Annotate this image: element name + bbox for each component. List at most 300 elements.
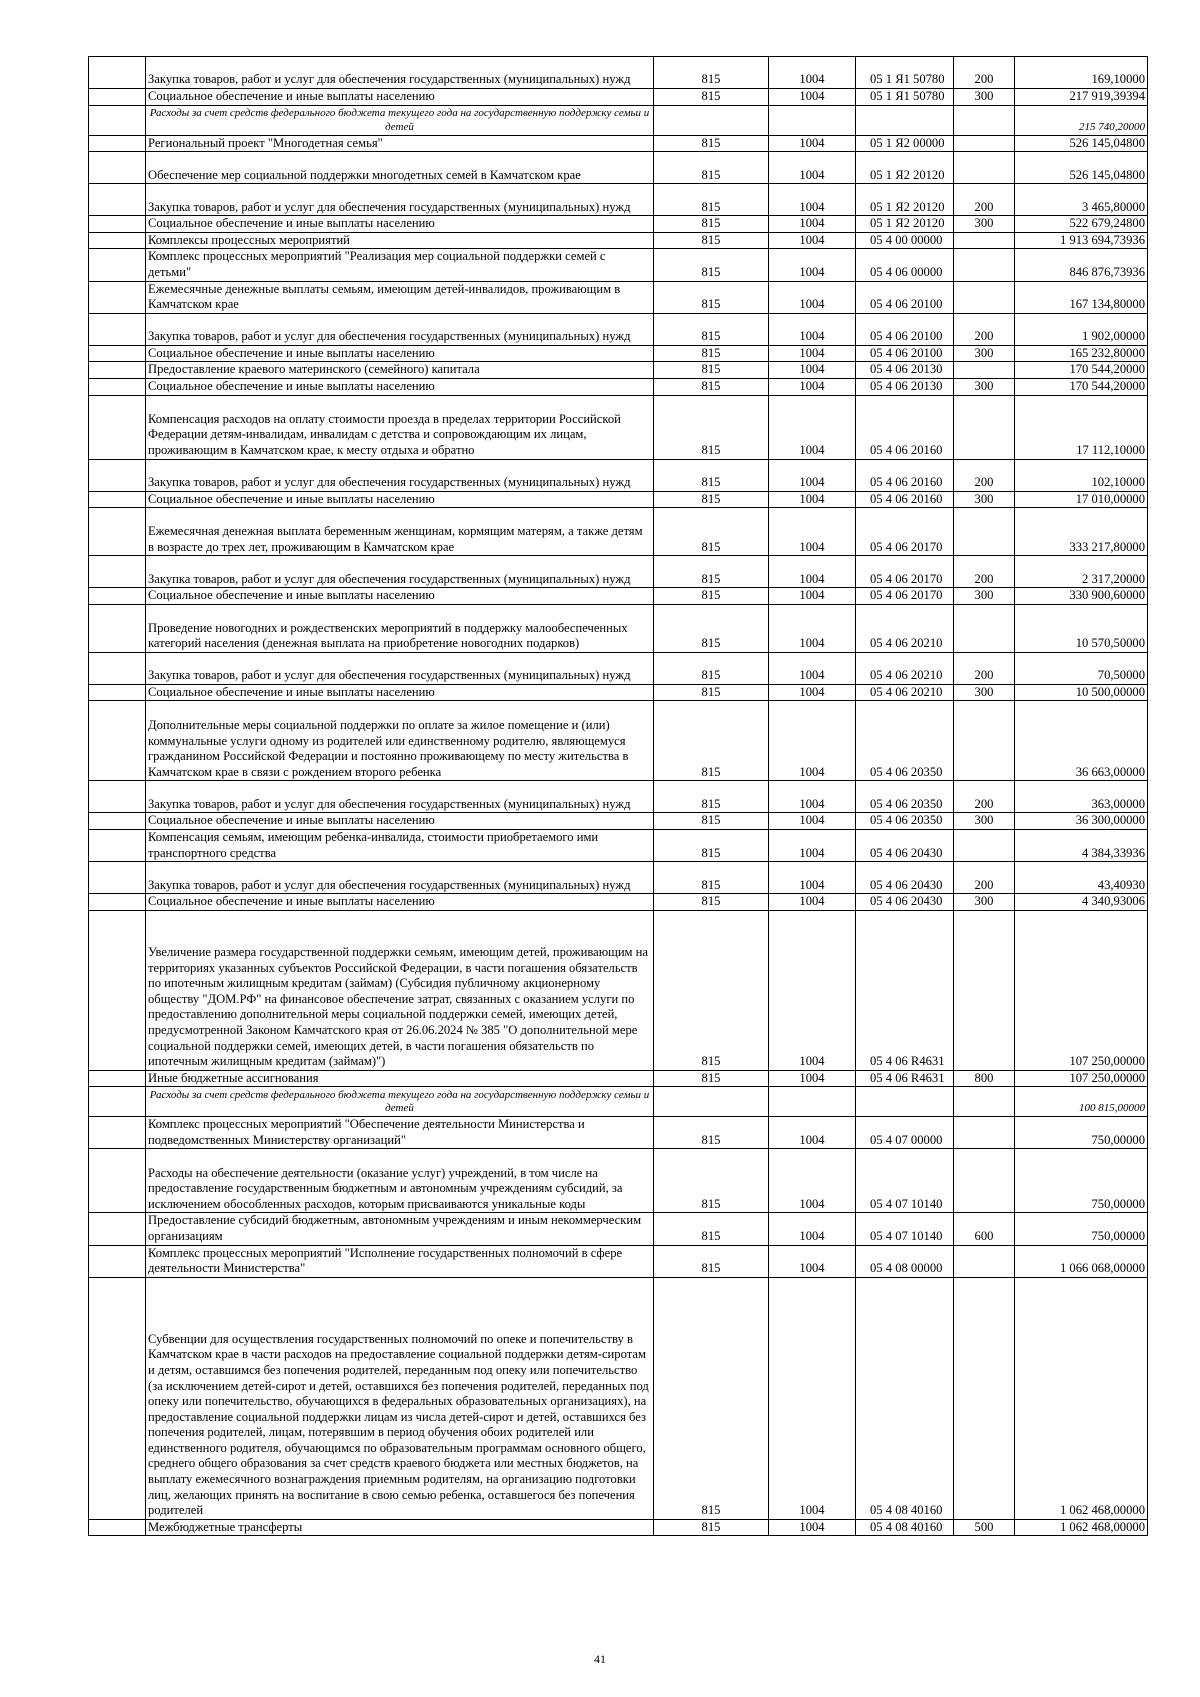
row-rz-cell: 1004 xyxy=(769,135,856,152)
row-vr-cell xyxy=(954,1245,1015,1277)
row-gr-cell: 815 xyxy=(654,652,769,684)
row-blank-cell xyxy=(89,105,146,135)
row-rz-cell: 1004 xyxy=(769,216,856,233)
row-gr-cell: 815 xyxy=(654,781,769,813)
row-cs-cell: 05 4 06 20430 xyxy=(856,829,954,861)
row-vr-cell xyxy=(954,135,1015,152)
row-blank-cell xyxy=(89,604,146,652)
row-cs-cell: 05 4 08 40160 xyxy=(856,1519,954,1536)
row-vr-cell: 200 xyxy=(954,781,1015,813)
row-name-cell: Ежемесячные денежные выплаты семьям, имеющим детей-инвалидов, проживающим в Камчатском крае xyxy=(146,281,654,313)
row-cs-cell: 05 4 06 20350 xyxy=(856,701,954,781)
row-sum-cell: 169,10000 xyxy=(1015,57,1148,89)
row-cs-cell: 05 4 07 00000 xyxy=(856,1117,954,1149)
row-name-cell: Комплекс процессных мероприятий "Обеспечение деятельности Министерства и подведомственных Министерству организаций" xyxy=(146,1117,654,1149)
row-blank-cell xyxy=(89,345,146,362)
row-blank-cell xyxy=(89,1117,146,1149)
row-name-cell: Закупка товаров, работ и услуг для обеспечения государственных (муниципальных) нужд xyxy=(146,459,654,491)
row-vr-cell xyxy=(954,829,1015,861)
row-gr-cell xyxy=(654,1087,769,1117)
row-rz-cell: 1004 xyxy=(769,652,856,684)
row-cs-cell: 05 4 06 20210 xyxy=(856,652,954,684)
row-gr-cell: 815 xyxy=(654,1070,769,1087)
row-gr-cell: 815 xyxy=(654,1117,769,1149)
row-gr-cell: 815 xyxy=(654,313,769,345)
row-name-cell: Увеличение размера государственной поддержки семьям, имеющим детей, проживающим на территориях указанных субъектов Российской Федерации, в части погашения обязательств по ипотечным жилищным кредитам (займам) (Субсидия публичному акционерному обществу "ДОМ.РФ" на финансовое обеспечение затрат, связанных с оказанием услуги по предоставлению дополнительной меры социальной поддержки семей, имеющих детей, предусмотренной Законом Камчатского края от 26.06.2024 № 385 "О дополнительной мере социальной поддержки семей, имеющих детей, в части погашения обязательств по ипотечным жилищным кредитам (займам)") xyxy=(146,910,654,1070)
row-gr-cell: 815 xyxy=(654,910,769,1070)
row-sum-cell: 17 112,10000 xyxy=(1015,395,1148,459)
row-rz-cell: 1004 xyxy=(769,459,856,491)
budget-table xyxy=(88,56,1148,1536)
row-cs-cell: 05 4 06 20350 xyxy=(856,781,954,813)
row-vr-cell xyxy=(954,395,1015,459)
row-rz-cell: 1004 xyxy=(769,894,856,911)
row-name-cell: Социальное обеспечение и иные выплаты населению xyxy=(146,894,654,911)
row-blank-cell xyxy=(89,1277,146,1519)
row-name-cell: Расходы за счет средств федерального бюджета текущего года на государственную поддержку семьи и детей xyxy=(146,105,654,135)
row-gr-cell: 815 xyxy=(654,89,769,106)
row-rz-cell: 1004 xyxy=(769,232,856,249)
row-name-cell: Комплекс процессных мероприятий "Исполнение государственных полномочий в сфере деятельности Министерства" xyxy=(146,1245,654,1277)
row-name-cell: Предоставление краевого материнского (семейного) капитала xyxy=(146,362,654,379)
table-row xyxy=(89,781,1148,813)
row-gr-cell: 815 xyxy=(654,491,769,508)
row-cs-cell: 05 1 Я2 00000 xyxy=(856,135,954,152)
table-row xyxy=(89,684,1148,701)
row-rz-cell: 1004 xyxy=(769,57,856,89)
row-sum-cell: 107 250,00000 xyxy=(1015,910,1148,1070)
row-sum-cell: 1 062 468,00000 xyxy=(1015,1519,1148,1536)
row-blank-cell xyxy=(89,588,146,605)
row-vr-cell: 300 xyxy=(954,491,1015,508)
row-rz-cell: 1004 xyxy=(769,1519,856,1536)
row-vr-cell: 200 xyxy=(954,57,1015,89)
row-blank-cell xyxy=(89,378,146,395)
row-cs-cell: 05 4 00 00000 xyxy=(856,232,954,249)
row-gr-cell: 815 xyxy=(654,604,769,652)
page-number: 41 xyxy=(594,1652,606,1666)
row-cs-cell: 05 4 06 20100 xyxy=(856,281,954,313)
table-row xyxy=(89,216,1148,233)
row-vr-cell: 200 xyxy=(954,459,1015,491)
row-rz-cell: 1004 xyxy=(769,152,856,184)
row-vr-cell: 600 xyxy=(954,1213,1015,1245)
row-vr-cell xyxy=(954,232,1015,249)
row-gr-cell: 815 xyxy=(654,216,769,233)
row-vr-cell xyxy=(954,249,1015,281)
row-gr-cell: 815 xyxy=(654,829,769,861)
row-blank-cell xyxy=(89,1070,146,1087)
row-cs-cell: 05 4 08 00000 xyxy=(856,1245,954,1277)
row-rz-cell: 1004 xyxy=(769,556,856,588)
row-vr-cell: 300 xyxy=(954,684,1015,701)
row-blank-cell xyxy=(89,1087,146,1117)
row-gr-cell: 815 xyxy=(654,1245,769,1277)
row-blank-cell xyxy=(89,652,146,684)
table-row xyxy=(89,910,1148,1070)
row-rz-cell: 1004 xyxy=(769,862,856,894)
table-row xyxy=(89,813,1148,830)
row-name-cell: Иные бюджетные ассигнования xyxy=(146,1070,654,1087)
row-sum-cell: 100 815,00000 xyxy=(1015,1087,1148,1117)
row-name-cell: Предоставление субсидий бюджетным, автономным учреждениям и иным некоммерческим организациям xyxy=(146,1213,654,1245)
row-vr-cell xyxy=(954,701,1015,781)
row-vr-cell xyxy=(954,604,1015,652)
row-blank-cell xyxy=(89,313,146,345)
row-sum-cell: 170 544,20000 xyxy=(1015,362,1148,379)
row-cs-cell: 05 4 06 20100 xyxy=(856,313,954,345)
row-name-cell: Социальное обеспечение и иные выплаты населению xyxy=(146,588,654,605)
table-row xyxy=(89,1245,1148,1277)
row-cs-cell: 05 1 Я1 50780 xyxy=(856,89,954,106)
row-sum-cell: 165 232,80000 xyxy=(1015,345,1148,362)
table-row xyxy=(89,232,1148,249)
row-rz-cell xyxy=(769,105,856,135)
table-row xyxy=(89,1277,1148,1519)
row-name-cell: Компенсация семьям, имеющим ребенка-инвалида, стоимости приобретаемого ими транспортного средства xyxy=(146,829,654,861)
row-cs-cell: 05 4 06 20350 xyxy=(856,813,954,830)
table-row xyxy=(89,556,1148,588)
table-row xyxy=(89,281,1148,313)
row-cs-cell: 05 4 06 20170 xyxy=(856,588,954,605)
row-blank-cell xyxy=(89,395,146,459)
row-gr-cell: 815 xyxy=(654,1213,769,1245)
row-vr-cell: 200 xyxy=(954,862,1015,894)
row-blank-cell xyxy=(89,249,146,281)
row-name-cell: Проведение новогодних и рождественских мероприятий в поддержку малообеспеченных категорий населения (денежная выплата на приобретение новогодних подарков) xyxy=(146,604,654,652)
row-vr-cell xyxy=(954,1277,1015,1519)
row-sum-cell: 217 919,39394 xyxy=(1015,89,1148,106)
row-cs-cell: 05 4 06 R4631 xyxy=(856,1070,954,1087)
row-rz-cell: 1004 xyxy=(769,378,856,395)
row-sum-cell: 36 300,00000 xyxy=(1015,813,1148,830)
row-sum-cell: 526 145,04800 xyxy=(1015,152,1148,184)
row-sum-cell: 43,40930 xyxy=(1015,862,1148,894)
row-cs-cell: 05 4 06 20170 xyxy=(856,508,954,556)
row-sum-cell: 1 902,00000 xyxy=(1015,313,1148,345)
row-blank-cell xyxy=(89,135,146,152)
row-vr-cell xyxy=(954,281,1015,313)
row-name-cell: Закупка товаров, работ и услуг для обеспечения государственных (муниципальных) нужд xyxy=(146,57,654,89)
row-blank-cell xyxy=(89,894,146,911)
row-sum-cell: 750,00000 xyxy=(1015,1117,1148,1149)
row-sum-cell: 750,00000 xyxy=(1015,1213,1148,1245)
row-cs-cell: 05 1 Я1 50780 xyxy=(856,57,954,89)
row-sum-cell: 1 066 068,00000 xyxy=(1015,1245,1148,1277)
row-blank-cell xyxy=(89,232,146,249)
row-sum-cell: 107 250,00000 xyxy=(1015,1070,1148,1087)
budget-table-sheet xyxy=(88,56,1147,1536)
row-cs-cell: 05 4 06 20430 xyxy=(856,862,954,894)
row-name-cell: Расходы на обеспечение деятельности (оказание услуг) учреждений, в том числе на предоставление государственным бюджетным и автономным учреждениям субсидий, за исключением обособленных расходов, которым присваиваются уникальные коды xyxy=(146,1149,654,1213)
row-cs-cell: 05 4 07 10140 xyxy=(856,1149,954,1213)
row-cs-cell xyxy=(856,1087,954,1117)
row-blank-cell xyxy=(89,459,146,491)
row-sum-cell: 526 145,04800 xyxy=(1015,135,1148,152)
row-vr-cell: 300 xyxy=(954,89,1015,106)
row-vr-cell xyxy=(954,1117,1015,1149)
row-blank-cell xyxy=(89,862,146,894)
row-blank-cell xyxy=(89,684,146,701)
table-row xyxy=(89,378,1148,395)
table-row xyxy=(89,701,1148,781)
table-note-row xyxy=(89,105,1148,135)
row-sum-cell: 1 913 694,73936 xyxy=(1015,232,1148,249)
row-rz-cell: 1004 xyxy=(769,89,856,106)
row-gr-cell: 815 xyxy=(654,1277,769,1519)
row-rz-cell: 1004 xyxy=(769,1245,856,1277)
row-name-cell: Закупка товаров, работ и услуг для обеспечения государственных (муниципальных) нужд xyxy=(146,313,654,345)
table-row xyxy=(89,249,1148,281)
row-blank-cell xyxy=(89,910,146,1070)
row-rz-cell: 1004 xyxy=(769,395,856,459)
row-vr-cell: 300 xyxy=(954,588,1015,605)
row-name-cell: Закупка товаров, работ и услуг для обеспечения государственных (муниципальных) нужд xyxy=(146,862,654,894)
row-rz-cell: 1004 xyxy=(769,588,856,605)
table-row xyxy=(89,395,1148,459)
row-sum-cell: 36 663,00000 xyxy=(1015,701,1148,781)
row-sum-cell: 10 500,00000 xyxy=(1015,684,1148,701)
row-vr-cell: 300 xyxy=(954,345,1015,362)
row-vr-cell: 300 xyxy=(954,216,1015,233)
row-rz-cell: 1004 xyxy=(769,813,856,830)
row-gr-cell: 815 xyxy=(654,862,769,894)
table-row xyxy=(89,491,1148,508)
row-rz-cell: 1004 xyxy=(769,910,856,1070)
row-name-cell: Социальное обеспечение и иные выплаты населению xyxy=(146,216,654,233)
row-rz-cell xyxy=(769,1087,856,1117)
row-rz-cell: 1004 xyxy=(769,684,856,701)
row-name-cell: Межбюджетные трансферты xyxy=(146,1519,654,1536)
row-cs-cell: 05 4 06 R4631 xyxy=(856,910,954,1070)
table-row xyxy=(89,313,1148,345)
row-name-cell: Социальное обеспечение и иные выплаты населению xyxy=(146,813,654,830)
row-cs-cell: 05 4 06 00000 xyxy=(856,249,954,281)
row-sum-cell: 4 340,93006 xyxy=(1015,894,1148,911)
row-rz-cell: 1004 xyxy=(769,701,856,781)
row-cs-cell: 05 4 06 20160 xyxy=(856,491,954,508)
table-row xyxy=(89,894,1148,911)
row-gr-cell: 815 xyxy=(654,813,769,830)
row-cs-cell: 05 4 06 20430 xyxy=(856,894,954,911)
table-row xyxy=(89,184,1148,216)
row-name-cell: Социальное обеспечение и иные выплаты населению xyxy=(146,378,654,395)
row-sum-cell: 3 465,80000 xyxy=(1015,184,1148,216)
row-blank-cell xyxy=(89,216,146,233)
row-blank-cell xyxy=(89,813,146,830)
row-blank-cell xyxy=(89,491,146,508)
row-cs-cell: 05 1 Я2 20120 xyxy=(856,216,954,233)
row-sum-cell: 4 384,33936 xyxy=(1015,829,1148,861)
table-row xyxy=(89,1117,1148,1149)
row-name-cell: Субвенции для осуществления государственных полномочий по опеке и попечительству в Камчатском крае в части расходов на предоставление социальной поддержки детям-сиротам и детям, оставшимся без попечения родителей, переданным под опеку или попечительство (за исключением детей-сирот и детей, оставшихся без попечения родителей, переданных под опеку или попечительство, обучающихся в федеральных образовательных организациях), на предоставление социальной поддержки лицам из числа детей-сирот и детей, оставшихся без попечения родителей, лицам, потерявшим в период обучения обоих родителей или единственного родителя, обучающимся по образовательным программам основного общего, среднего общего образования за счет средств краевого бюджета или местных бюджетов, на выплату ежемесячного вознаграждения приемным родителям, на организацию подготовки лиц, желающих принять на воспитание в свою семью ребенка, оставшегося без попечения родителей xyxy=(146,1277,654,1519)
row-gr-cell: 815 xyxy=(654,135,769,152)
row-vr-cell xyxy=(954,1087,1015,1117)
row-sum-cell: 215 740,20000 xyxy=(1015,105,1148,135)
table-row xyxy=(89,89,1148,106)
row-gr-cell: 815 xyxy=(654,57,769,89)
row-gr-cell: 815 xyxy=(654,152,769,184)
row-sum-cell: 10 570,50000 xyxy=(1015,604,1148,652)
row-vr-cell: 800 xyxy=(954,1070,1015,1087)
table-row xyxy=(89,1519,1148,1536)
row-gr-cell: 815 xyxy=(654,508,769,556)
row-sum-cell: 2 317,20000 xyxy=(1015,556,1148,588)
row-blank-cell xyxy=(89,508,146,556)
row-cs-cell: 05 4 07 10140 xyxy=(856,1213,954,1245)
row-blank-cell xyxy=(89,1245,146,1277)
row-name-cell: Закупка товаров, работ и услуг для обеспечения государственных (муниципальных) нужд xyxy=(146,781,654,813)
row-name-cell: Региональный проект "Многодетная семья" xyxy=(146,135,654,152)
row-cs-cell: 05 4 06 20130 xyxy=(856,362,954,379)
row-gr-cell: 815 xyxy=(654,249,769,281)
row-gr-cell: 815 xyxy=(654,362,769,379)
row-name-cell: Ежемесячная денежная выплата беременным женщинам, кормящим матерям, а также детям в возрасте до трех лет, проживающим в Камчатском крае xyxy=(146,508,654,556)
row-sum-cell: 167 134,80000 xyxy=(1015,281,1148,313)
table-row xyxy=(89,1213,1148,1245)
row-gr-cell: 815 xyxy=(654,684,769,701)
row-rz-cell: 1004 xyxy=(769,781,856,813)
row-cs-cell: 05 4 08 40160 xyxy=(856,1277,954,1519)
row-gr-cell: 815 xyxy=(654,894,769,911)
row-rz-cell: 1004 xyxy=(769,508,856,556)
row-vr-cell: 200 xyxy=(954,652,1015,684)
row-name-cell: Социальное обеспечение и иные выплаты населению xyxy=(146,684,654,701)
row-rz-cell: 1004 xyxy=(769,281,856,313)
row-gr-cell: 815 xyxy=(654,281,769,313)
row-sum-cell: 70,50000 xyxy=(1015,652,1148,684)
row-blank-cell xyxy=(89,89,146,106)
row-rz-cell: 1004 xyxy=(769,491,856,508)
row-name-cell: Комплексы процессных мероприятий xyxy=(146,232,654,249)
row-name-cell: Закупка товаров, работ и услуг для обеспечения государственных (муниципальных) нужд xyxy=(146,652,654,684)
row-sum-cell: 363,00000 xyxy=(1015,781,1148,813)
row-rz-cell: 1004 xyxy=(769,362,856,379)
table-row xyxy=(89,588,1148,605)
row-name-cell: Социальное обеспечение и иные выплаты населению xyxy=(146,491,654,508)
row-blank-cell xyxy=(89,829,146,861)
row-blank-cell xyxy=(89,362,146,379)
row-name-cell: Социальное обеспечение и иные выплаты населению xyxy=(146,89,654,106)
row-vr-cell: 300 xyxy=(954,378,1015,395)
row-cs-cell: 05 4 06 20170 xyxy=(856,556,954,588)
row-cs-cell: 05 1 Я2 20120 xyxy=(856,152,954,184)
row-rz-cell: 1004 xyxy=(769,184,856,216)
row-name-cell: Расходы за счет средств федерального бюджета текущего года на государственную поддержку семьи и детей xyxy=(146,1087,654,1117)
row-blank-cell xyxy=(89,57,146,89)
row-rz-cell: 1004 xyxy=(769,829,856,861)
table-row xyxy=(89,604,1148,652)
row-vr-cell xyxy=(954,1149,1015,1213)
row-cs-cell: 05 4 06 20210 xyxy=(856,684,954,701)
table-row xyxy=(89,508,1148,556)
row-cs-cell: 05 4 06 20160 xyxy=(856,395,954,459)
row-rz-cell: 1004 xyxy=(769,1277,856,1519)
row-name-cell: Закупка товаров, работ и услуг для обеспечения государственных (муниципальных) нужд xyxy=(146,556,654,588)
table-row xyxy=(89,135,1148,152)
row-cs-cell xyxy=(856,105,954,135)
row-rz-cell: 1004 xyxy=(769,1213,856,1245)
row-blank-cell xyxy=(89,1213,146,1245)
row-blank-cell xyxy=(89,781,146,813)
row-cs-cell: 05 4 06 20210 xyxy=(856,604,954,652)
row-gr-cell: 815 xyxy=(654,184,769,216)
table-note-row xyxy=(89,1087,1148,1117)
row-gr-cell: 815 xyxy=(654,556,769,588)
table-row xyxy=(89,862,1148,894)
row-name-cell: Социальное обеспечение и иные выплаты населению xyxy=(146,345,654,362)
row-rz-cell: 1004 xyxy=(769,313,856,345)
row-blank-cell xyxy=(89,556,146,588)
row-vr-cell: 300 xyxy=(954,813,1015,830)
row-blank-cell xyxy=(89,1519,146,1536)
row-vr-cell xyxy=(954,362,1015,379)
row-vr-cell xyxy=(954,910,1015,1070)
table-row xyxy=(89,459,1148,491)
row-sum-cell: 333 217,80000 xyxy=(1015,508,1148,556)
table-row xyxy=(89,345,1148,362)
row-vr-cell xyxy=(954,152,1015,184)
row-rz-cell: 1004 xyxy=(769,249,856,281)
row-name-cell: Комплекс процессных мероприятий "Реализация мер социальной поддержки семей с детьми" xyxy=(146,249,654,281)
row-vr-cell: 200 xyxy=(954,313,1015,345)
row-name-cell: Обеспечение мер социальной поддержки многодетных семей в Камчатском крае xyxy=(146,152,654,184)
row-rz-cell: 1004 xyxy=(769,1149,856,1213)
row-vr-cell xyxy=(954,508,1015,556)
row-gr-cell: 815 xyxy=(654,701,769,781)
row-gr-cell: 815 xyxy=(654,1149,769,1213)
row-sum-cell: 846 876,73936 xyxy=(1015,249,1148,281)
row-blank-cell xyxy=(89,184,146,216)
row-vr-cell: 200 xyxy=(954,184,1015,216)
table-row xyxy=(89,57,1148,89)
row-name-cell: Закупка товаров, работ и услуг для обеспечения государственных (муниципальных) нужд xyxy=(146,184,654,216)
row-cs-cell: 05 4 06 20100 xyxy=(856,345,954,362)
row-gr-cell: 815 xyxy=(654,459,769,491)
row-vr-cell: 200 xyxy=(954,556,1015,588)
row-rz-cell: 1004 xyxy=(769,1117,856,1149)
row-blank-cell xyxy=(89,1149,146,1213)
table-row xyxy=(89,652,1148,684)
row-gr-cell: 815 xyxy=(654,395,769,459)
row-rz-cell: 1004 xyxy=(769,345,856,362)
row-blank-cell xyxy=(89,281,146,313)
row-sum-cell: 330 900,60000 xyxy=(1015,588,1148,605)
table-row xyxy=(89,1149,1148,1213)
table-row xyxy=(89,362,1148,379)
row-blank-cell xyxy=(89,701,146,781)
row-sum-cell: 522 679,24800 xyxy=(1015,216,1148,233)
row-sum-cell: 102,10000 xyxy=(1015,459,1148,491)
row-rz-cell: 1004 xyxy=(769,1070,856,1087)
row-gr-cell: 815 xyxy=(654,1519,769,1536)
row-sum-cell: 170 544,20000 xyxy=(1015,378,1148,395)
row-sum-cell: 1 062 468,00000 xyxy=(1015,1277,1148,1519)
table-row xyxy=(89,152,1148,184)
row-vr-cell: 300 xyxy=(954,894,1015,911)
row-vr-cell xyxy=(954,105,1015,135)
row-sum-cell: 17 010,00000 xyxy=(1015,491,1148,508)
row-gr-cell xyxy=(654,105,769,135)
table-row xyxy=(89,829,1148,861)
row-gr-cell: 815 xyxy=(654,588,769,605)
row-cs-cell: 05 1 Я2 20120 xyxy=(856,184,954,216)
row-gr-cell: 815 xyxy=(654,345,769,362)
row-sum-cell: 750,00000 xyxy=(1015,1149,1148,1213)
row-name-cell: Компенсация расходов на оплату стоимости проезда в пределах территории Российской Федерации детям-инвалидам, инвалидам с детства и сопровождающим их лицам, проживающим в Камчатском крае, к месту отдыха и обратно xyxy=(146,395,654,459)
row-blank-cell xyxy=(89,152,146,184)
row-gr-cell: 815 xyxy=(654,378,769,395)
